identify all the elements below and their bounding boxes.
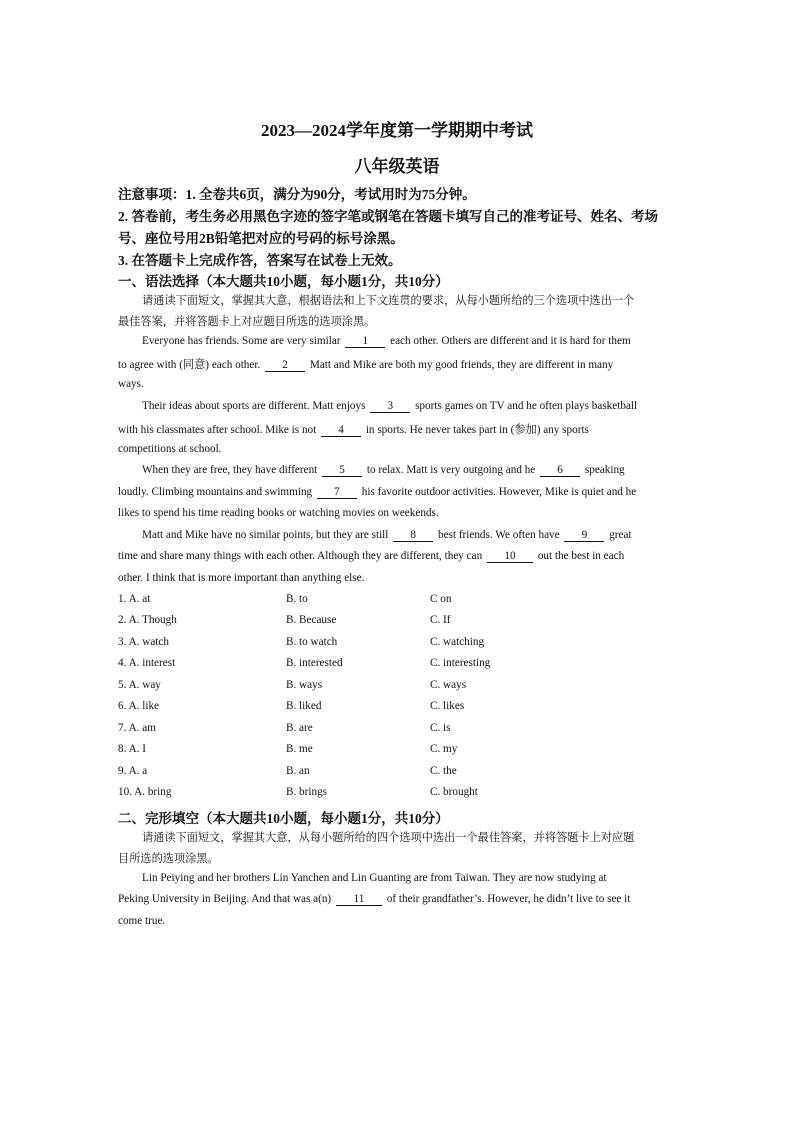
option-b: B. interested <box>286 657 343 669</box>
section2-instruction-cont: 目所选的选项涂黑。 <box>118 853 219 865</box>
option-c: C. is <box>430 722 451 734</box>
option-a: 4. A. interest <box>118 657 176 669</box>
blank-5: 5 <box>322 464 362 477</box>
passage-line: Matt and Mike have no similar points, but they are still 8 best friends. We often have 9 great <box>142 529 632 541</box>
option-b: B. me <box>286 743 313 755</box>
option-c: C. my <box>430 743 458 755</box>
passage-line: Their ideas about sports are different. Matt enjoys 3 sports games on TV and he often plays basketball <box>142 400 638 412</box>
option-c: C. If <box>430 614 451 626</box>
option-c: C. likes <box>430 700 465 712</box>
section1-instruction: 请通读下面短文，掌握其大意，根据语法和上下文连贯的要求，从每小题所给的三个选项中选出一个 <box>142 295 635 307</box>
option-c: C. interesting <box>430 657 491 669</box>
option-b: B. to watch <box>286 636 338 648</box>
blank-3: 3 <box>370 400 410 413</box>
option-c: C. ways <box>430 679 467 691</box>
exam-subtitle: 八年级英语 <box>354 157 440 176</box>
option-a: 3. A. watch <box>118 636 169 648</box>
passage-line: Lin Peiying and her brothers Lin Yanchen and Lin Guanting are from Taiwan. They are now studying at <box>142 872 607 884</box>
blank-2: 2 <box>265 359 305 372</box>
passage-line: to agree with (同意) each other. 2 Matt and Mike are both my good friends, they are different in many <box>118 359 614 371</box>
notes-line-3: 号、座位号用2B铅笔把对应的号码的标号涂黑。 <box>118 231 404 246</box>
passage-line: time and share many things with each other. Although they are different, they can 10 out the best in each <box>118 550 625 562</box>
option-c: C on <box>430 593 452 605</box>
section1-heading: 一、语法选择（本大题共10小题，每小题1分，共10分） <box>118 274 449 289</box>
option-b: B. are <box>286 722 313 734</box>
exam-title: 2023—2024学年度第一学期期中考试 <box>261 121 533 140</box>
blank-1: 1 <box>345 335 385 348</box>
option-a: 1. A. at <box>118 593 151 605</box>
option-a: 2. A. Though <box>118 614 177 626</box>
passage-line: Everyone has friends. Some are very similar 1 each other. Others are different and it is hard for them <box>142 335 631 347</box>
section2-instruction: 请通读下面短文，掌握其大意，从每小题所给的四个选项中选出一个最佳答案，并将答题卡上对应题 <box>142 832 635 844</box>
option-c: C. watching <box>430 636 485 648</box>
notes-line-2: 2. 答卷前，考生务必用黑色字迹的签字笔或钢笔在答题卡填写自己的准考证号、姓名、考场 <box>118 209 658 224</box>
passage-line: come true. <box>118 915 166 927</box>
option-a: 9. A. a <box>118 765 148 777</box>
option-b: B. liked <box>286 700 322 712</box>
option-a: 10. A. bring <box>118 786 172 798</box>
passage-line: likes to spend his time reading books or watching movies on weekends. <box>118 507 439 519</box>
blank-6: 6 <box>540 464 580 477</box>
passage-line: other. I think that is more important than anything else. <box>118 572 365 584</box>
blank-9: 9 <box>564 529 604 542</box>
option-b: B. an <box>286 765 310 777</box>
option-b: B. to <box>286 593 308 605</box>
blank-8: 8 <box>393 529 433 542</box>
passage-line: loudly. Climbing mountains and swimming 7 his favorite outdoor activities. However, Mike is quiet and he <box>118 486 637 498</box>
option-a: 8. A. I <box>118 743 146 755</box>
option-a: 7. A. am <box>118 722 156 734</box>
option-c: C. the <box>430 765 457 777</box>
option-b: B. brings <box>286 786 328 798</box>
passage-line: Peking University in Beijing. And that was a(n) 11 of their grandfather’s. However, he didn’t live to see it <box>118 893 631 905</box>
passage-line: with his classmates after school. Mike is not 4 in sports. He never takes part in (参加) any sports <box>118 424 589 436</box>
option-b: B. Because <box>286 614 337 626</box>
option-a: 5. A. way <box>118 679 161 691</box>
passage-line: When they are free, they have different 5 to relax. Matt is very outgoing and he 6 speaking <box>142 464 625 476</box>
notes-line-1: 注意事项：1. 全卷共6页，满分为90分，考试用时为75分钟。 <box>118 187 476 202</box>
section1-instruction-cont: 最佳答案，并将答题卡上对应题目所选的选项涂黑。 <box>118 316 376 328</box>
option-a: 6. A. like <box>118 700 160 712</box>
section2-heading: 二、完形填空（本大题共10小题，每小题1分，共10分） <box>118 811 449 826</box>
passage-line: competitions at school. <box>118 443 222 455</box>
passage-line: ways. <box>118 378 144 390</box>
option-b: B. ways <box>286 679 323 691</box>
blank-7: 7 <box>317 486 357 499</box>
blank-10: 10 <box>487 550 533 563</box>
blank-4: 4 <box>321 424 361 437</box>
option-c: C. brought <box>430 786 478 798</box>
blank-11: 11 <box>336 893 382 906</box>
notes-line-4: 3. 在答题卡上完成作答，答案写在试卷上无效。 <box>118 253 402 268</box>
